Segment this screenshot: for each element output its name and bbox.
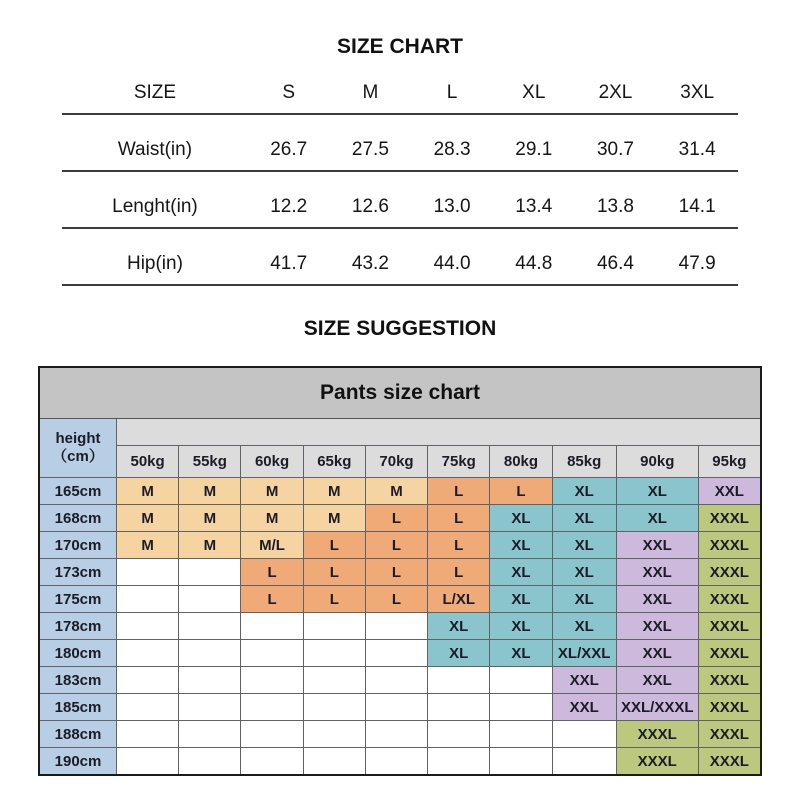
measurement-value: 31.4 [678, 139, 716, 160]
size-cell: XXL/XXXL [617, 694, 698, 720]
empty-cell [428, 667, 489, 693]
size-cell: L [366, 505, 427, 531]
empty-cell [366, 694, 427, 720]
empty-cell [553, 748, 616, 774]
height-label: 168cm [40, 505, 116, 531]
size-column-header: SIZE [133, 82, 177, 103]
empty-cell [241, 613, 302, 639]
pants-table-title: Pants size chart [40, 368, 760, 419]
size-cell: L [366, 586, 427, 612]
table-row [62, 229, 738, 286]
empty-cell [179, 694, 240, 720]
size-cell: L [304, 559, 365, 585]
size-cell: XL [553, 559, 616, 585]
size-cell: XXXL [699, 505, 760, 531]
measurement-value: 27.5 [351, 139, 389, 160]
measurement-value: 30.7 [596, 139, 634, 160]
size-suggestion-title: SIZE SUGGESTION [303, 317, 497, 340]
empty-cell [179, 667, 240, 693]
measurement-value: 41.7 [270, 253, 308, 274]
size-cell: M [179, 478, 240, 504]
size-cell: XL [553, 613, 616, 639]
empty-cell [304, 667, 365, 693]
size-cell: L [241, 586, 302, 612]
measurement-value: 46.4 [596, 253, 634, 274]
empty-cell [366, 748, 427, 774]
size-cell: L [366, 559, 427, 585]
size-cell: L [304, 586, 365, 612]
measurement-value: 12.6 [351, 196, 389, 217]
size-cell: M [179, 505, 240, 531]
measurement-value: 13.8 [596, 196, 634, 217]
empty-cell [366, 667, 427, 693]
empty-cell [490, 694, 551, 720]
empty-cell [117, 640, 178, 666]
empty-cell [490, 667, 551, 693]
size-cell: XXXL [699, 613, 760, 639]
empty-cell [428, 694, 489, 720]
height-label: 178cm [40, 613, 116, 639]
size-header: M [362, 82, 379, 103]
size-cell: XXXL [699, 748, 760, 774]
weight-header: 95kg [699, 446, 760, 477]
empty-cell [117, 667, 178, 693]
size-cell: M/L [241, 532, 302, 558]
empty-cell [304, 694, 365, 720]
size-cell: L [490, 478, 551, 504]
measurement-value: 13.0 [433, 196, 471, 217]
size-cell: XXL [553, 667, 616, 693]
height-label: 173cm [40, 559, 116, 585]
measurement-value: 29.1 [515, 139, 553, 160]
size-cell: XL [428, 640, 489, 666]
measurement-value: 12.2 [270, 196, 308, 217]
size-cell: XXXL [699, 532, 760, 558]
empty-cell [179, 613, 240, 639]
empty-cell [366, 640, 427, 666]
empty-cell [241, 748, 302, 774]
size-cell: XXL [617, 613, 698, 639]
height-label: 165cm [40, 478, 116, 504]
size-cell: XXXL [699, 721, 760, 747]
empty-cell [428, 748, 489, 774]
size-cell: XXXL [699, 640, 760, 666]
size-cell: M [117, 478, 178, 504]
size-cell: M [241, 505, 302, 531]
empty-cell [304, 721, 365, 747]
row-label: Lenght(in) [112, 196, 198, 217]
pants-size-table [38, 366, 762, 776]
row-label: Waist(in) [117, 139, 193, 160]
size-cell: M [241, 478, 302, 504]
size-cell: XL [490, 613, 551, 639]
weight-header: 55kg [179, 446, 240, 477]
size-cell: L [428, 532, 489, 558]
weight-header: 85kg [553, 446, 616, 477]
size-cell: L [366, 532, 427, 558]
size-chart-table [62, 62, 738, 286]
size-cell: XXL [617, 640, 698, 666]
size-cell: L [241, 559, 302, 585]
size-cell: XXL [617, 559, 698, 585]
weight-header: 90kg [617, 446, 698, 477]
size-cell: XL [490, 505, 551, 531]
empty-cell [117, 694, 178, 720]
size-chart-header-row [62, 62, 738, 115]
height-label: 185cm [40, 694, 116, 720]
empty-cell [117, 721, 178, 747]
size-cell: XL [490, 559, 551, 585]
size-cell: L/XL [428, 586, 489, 612]
height-label: 190cm [40, 748, 116, 774]
size-cell: XXXL [699, 559, 760, 585]
measurement-value: 43.2 [351, 253, 389, 274]
empty-cell [179, 640, 240, 666]
empty-cell [428, 721, 489, 747]
empty-cell [241, 667, 302, 693]
empty-cell [117, 586, 178, 612]
empty-cell [179, 721, 240, 747]
size-cell: XXXL [699, 667, 760, 693]
size-cell: M [117, 505, 178, 531]
weight-header: 80kg [490, 446, 551, 477]
weight-header: 60kg [241, 446, 302, 477]
size-cell: M [117, 532, 178, 558]
empty-cell [490, 748, 551, 774]
empty-cell [304, 640, 365, 666]
measurement-value: 28.3 [433, 139, 471, 160]
empty-cell [179, 559, 240, 585]
weight-header: 50kg [117, 446, 178, 477]
size-cell: XXL [699, 478, 760, 504]
size-cell: M [304, 478, 365, 504]
height-label: 188cm [40, 721, 116, 747]
measurement-value: 44.0 [433, 253, 471, 274]
size-cell: L [428, 478, 489, 504]
size-cell: XL [490, 532, 551, 558]
weight-header: 75kg [428, 446, 489, 477]
empty-cell [241, 694, 302, 720]
empty-cell [117, 748, 178, 774]
size-cell: M [179, 532, 240, 558]
size-cell: M [304, 505, 365, 531]
height-label: 175cm [40, 586, 116, 612]
size-cell: XXL [617, 586, 698, 612]
size-cell: L [428, 559, 489, 585]
size-cell: L [304, 532, 365, 558]
empty-cell [179, 748, 240, 774]
empty-cell [366, 721, 427, 747]
height-label: 180cm [40, 640, 116, 666]
empty-cell [117, 559, 178, 585]
size-cell: XL [428, 613, 489, 639]
height-cm-corner-label [40, 419, 116, 477]
table-row [62, 172, 738, 229]
measurement-value: 13.4 [515, 196, 553, 217]
size-header: 3XL [680, 82, 715, 103]
corner-label-line1: height [55, 430, 101, 447]
empty-cell [241, 721, 302, 747]
empty-cell [179, 586, 240, 612]
size-cell: XL [553, 586, 616, 612]
size-cell: XXL [617, 667, 698, 693]
size-cell: XL [617, 505, 698, 531]
size-cell: XL [490, 640, 551, 666]
size-cell: XL [553, 478, 616, 504]
measurement-value: 44.8 [515, 253, 553, 274]
size-cell: XL/XXL [553, 640, 616, 666]
empty-cell [366, 613, 427, 639]
height-label: 183cm [40, 667, 116, 693]
size-header: L [446, 82, 458, 103]
size-cell: L [428, 505, 489, 531]
size-header: 2XL [598, 82, 633, 103]
weight-header: 65kg [304, 446, 365, 477]
size-cell: XXXL [617, 721, 698, 747]
weight-header: 70kg [366, 446, 427, 477]
pants-grid [40, 419, 760, 774]
height-label: 170cm [40, 532, 116, 558]
measurement-value: 14.1 [678, 196, 716, 217]
size-cell: XXXL [699, 694, 760, 720]
empty-cell [553, 721, 616, 747]
header-empty-strip [117, 419, 760, 445]
size-cell: XL [553, 505, 616, 531]
row-label: Hip(in) [126, 253, 183, 274]
size-chart-title: SIZE CHART [337, 35, 463, 58]
table-row [62, 115, 738, 172]
empty-cell [117, 613, 178, 639]
empty-cell [304, 748, 365, 774]
corner-label-line2: （cm） [52, 448, 104, 465]
size-cell: M [366, 478, 427, 504]
empty-cell [241, 640, 302, 666]
size-cell: XXXL [617, 748, 698, 774]
size-cell: XL [553, 532, 616, 558]
size-cell: XL [490, 586, 551, 612]
size-cell: XL [617, 478, 698, 504]
size-cell: XXL [553, 694, 616, 720]
measurement-value: 47.9 [678, 253, 716, 274]
empty-cell [304, 613, 365, 639]
empty-cell [490, 721, 551, 747]
measurement-value: 26.7 [270, 139, 308, 160]
size-cell: XXXL [699, 586, 760, 612]
size-cell: XXL [617, 532, 698, 558]
size-header: S [282, 82, 296, 103]
size-header: XL [522, 82, 546, 103]
